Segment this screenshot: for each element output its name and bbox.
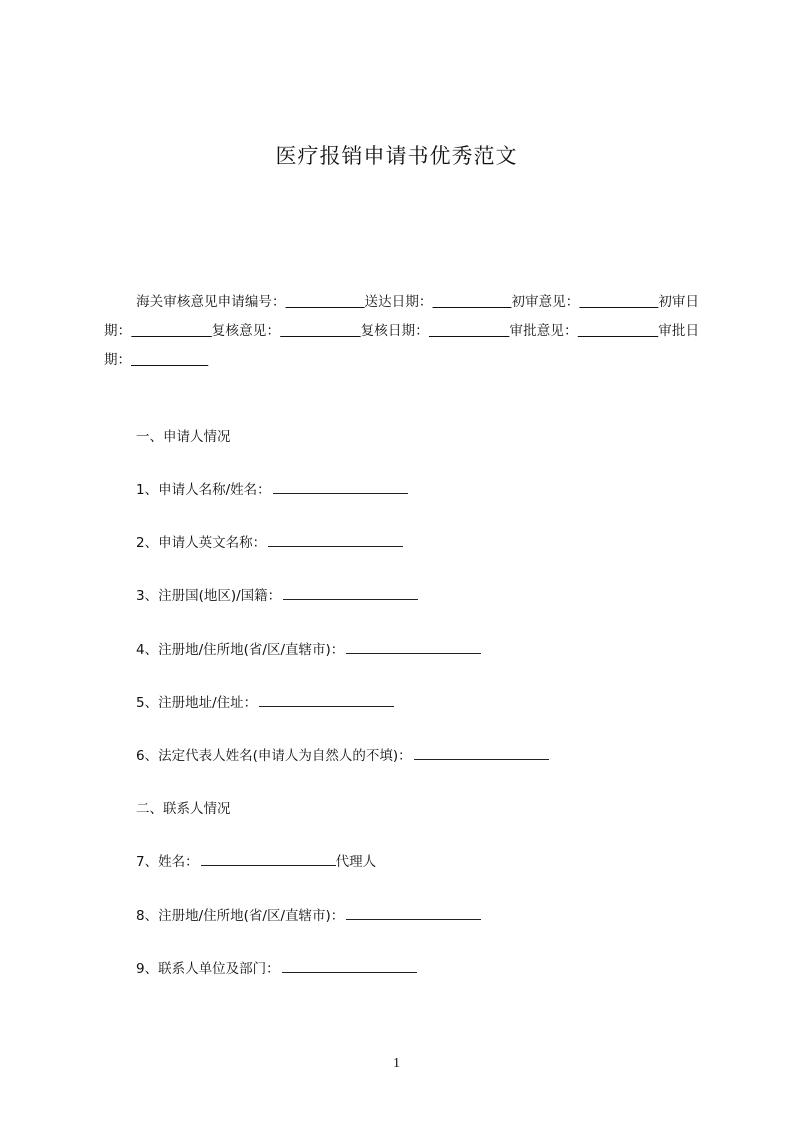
field-applicant-english-name <box>136 531 403 551</box>
approval-opinion-label: 审批意见： <box>509 323 578 339</box>
field-registration-address <box>136 691 394 711</box>
initial-opinion-label: 初审意见： <box>511 294 580 310</box>
field-contact-name <box>136 850 376 870</box>
field-label: 8、注册地/住所地(省/区/直辖市)： <box>136 908 345 924</box>
application-number-label: 海关审核意见申请编号： <box>136 294 286 310</box>
applicant-english-name-blank[interactable] <box>268 546 403 547</box>
field-label: 5、注册地址/住址： <box>136 695 258 711</box>
initial-opinion-blank[interactable] <box>579 294 658 310</box>
contact-registration-place-blank[interactable] <box>346 919 481 920</box>
initial-date-label: 初审日期： <box>104 294 700 339</box>
contact-name-suffix: 代理人 <box>335 854 377 870</box>
page-number: 1 <box>393 1056 400 1071</box>
field-label: 4、注册地/住所地(省/区/直辖市)： <box>136 642 345 658</box>
approval-date-blank[interactable] <box>131 352 208 368</box>
field-label: 9、联系人单位及部门： <box>136 961 280 977</box>
field-contact-registration-place <box>136 904 481 924</box>
section-heading-contact: 二、联系人情况 <box>136 801 231 817</box>
initial-date-blank[interactable] <box>131 323 211 339</box>
approval-opinion-blank[interactable] <box>578 323 658 339</box>
application-number-blank[interactable] <box>286 294 365 310</box>
registration-place-blank[interactable] <box>346 653 481 654</box>
applicant-name-blank[interactable] <box>273 493 408 494</box>
field-label: 7、姓名： <box>136 854 199 870</box>
review-opinion-label: 复核意见： <box>211 323 281 339</box>
review-date-label: 复核日期： <box>360 323 429 339</box>
registration-country-blank[interactable] <box>283 599 418 600</box>
delivery-date-label: 送达日期： <box>364 294 433 310</box>
field-applicant-name <box>136 478 408 498</box>
field-label: 2、申请人英文名称： <box>136 535 267 551</box>
approval-paragraph <box>104 288 699 375</box>
field-legal-representative <box>136 744 549 764</box>
review-opinion-blank[interactable] <box>280 323 360 339</box>
contact-name-blank[interactable] <box>201 865 336 866</box>
legal-representative-blank[interactable] <box>414 759 549 760</box>
review-date-blank[interactable] <box>429 323 509 339</box>
registration-address-blank[interactable] <box>259 706 394 707</box>
field-registration-country <box>136 584 418 604</box>
field-label: 3、注册国(地区)/国籍： <box>136 588 282 604</box>
field-label: 6、法定代表人姓名(申请人为自然人的不填)： <box>136 748 412 764</box>
document-title: 医疗报销申请书优秀范文 <box>275 144 518 168</box>
delivery-date-blank[interactable] <box>433 294 512 310</box>
field-label: 1、申请人名称/姓名： <box>136 482 271 498</box>
field-registration-place <box>136 638 481 658</box>
contact-unit-blank[interactable] <box>282 972 417 973</box>
section-heading-applicant: 一、申请人情况 <box>136 429 231 445</box>
approval-date-label: 审批日期： <box>104 323 700 368</box>
field-contact-unit <box>136 957 417 977</box>
